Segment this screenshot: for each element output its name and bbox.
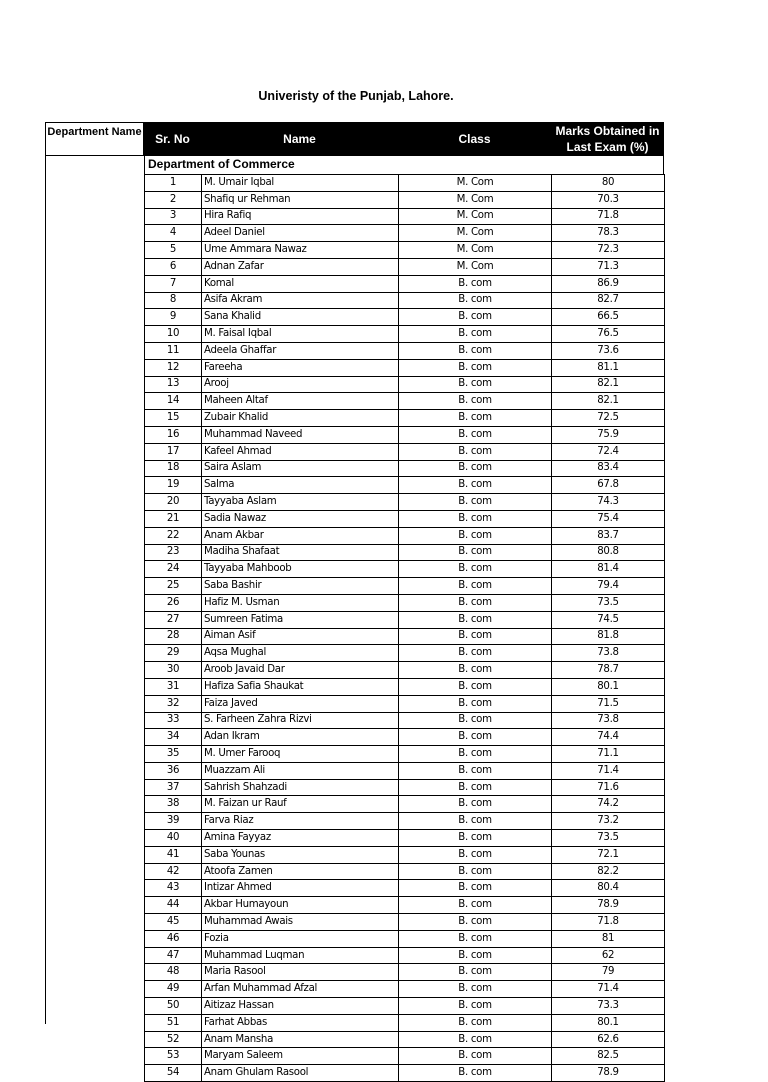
cell-name: Saira Aslam	[202, 460, 399, 477]
cell-name: Adnan Zafar	[202, 258, 399, 275]
cell-name: Saba Bashir	[202, 578, 399, 595]
cell-sr-no: 12	[145, 359, 202, 376]
cell-sr-no: 6	[145, 258, 202, 275]
table-row	[145, 779, 665, 796]
cell-marks: 78.9	[552, 1065, 665, 1082]
cell-marks: 80	[552, 175, 665, 192]
cell-sr-no: 48	[145, 964, 202, 981]
cell-marks: 80.1	[552, 678, 665, 695]
cell-class: B. com	[399, 544, 552, 561]
table-row	[145, 208, 665, 225]
cell-marks: 71.3	[552, 258, 665, 275]
cell-sr-no: 13	[145, 376, 202, 393]
cell-marks: 72.3	[552, 242, 665, 259]
table-row	[145, 628, 665, 645]
table-row	[145, 494, 665, 511]
header-name: Name	[283, 132, 316, 146]
cell-marks: 70.3	[552, 191, 665, 208]
cell-sr-no: 41	[145, 846, 202, 863]
cell-name: Farhat Abbas	[202, 1014, 399, 1031]
cell-marks: 71.4	[552, 981, 665, 998]
cell-name: Komal	[202, 275, 399, 292]
cell-sr-no: 25	[145, 578, 202, 595]
table-row	[145, 460, 665, 477]
cell-sr-no: 38	[145, 796, 202, 813]
table-row	[145, 225, 665, 242]
table-row	[145, 914, 665, 931]
cell-marks: 74.3	[552, 494, 665, 511]
cell-marks: 73.8	[552, 645, 665, 662]
cell-sr-no: 28	[145, 628, 202, 645]
cell-sr-no: 47	[145, 947, 202, 964]
cell-class: B. com	[399, 309, 552, 326]
cell-class: B. com	[399, 578, 552, 595]
cell-marks: 73.2	[552, 813, 665, 830]
cell-class: B. com	[399, 460, 552, 477]
cell-name: Faiza Javed	[202, 695, 399, 712]
cell-name: Aiman Asif	[202, 628, 399, 645]
cell-class: B. com	[399, 628, 552, 645]
cell-class: B. com	[399, 443, 552, 460]
cell-marks: 71.4	[552, 762, 665, 779]
cell-name: Asifa Akram	[202, 292, 399, 309]
cell-marks: 67.8	[552, 477, 665, 494]
cell-marks: 74.4	[552, 729, 665, 746]
cell-sr-no: 43	[145, 880, 202, 897]
cell-sr-no: 7	[145, 275, 202, 292]
cell-marks: 72.5	[552, 410, 665, 427]
table-row	[145, 309, 665, 326]
cell-name: Anam Akbar	[202, 527, 399, 544]
cell-name: Fareeha	[202, 359, 399, 376]
table-row	[145, 510, 665, 527]
cell-sr-no: 11	[145, 342, 202, 359]
cell-name: Madiha Shafaat	[202, 544, 399, 561]
cell-class: B. com	[399, 410, 552, 427]
cell-marks: 83.4	[552, 460, 665, 477]
cell-marks: 81.8	[552, 628, 665, 645]
cell-marks: 71.1	[552, 746, 665, 763]
cell-class: B. com	[399, 914, 552, 931]
cell-name: Akbar Humayoun	[202, 897, 399, 914]
cell-sr-no: 4	[145, 225, 202, 242]
cell-name: Intizar Ahmed	[202, 880, 399, 897]
cell-sr-no: 1	[145, 175, 202, 192]
cell-marks: 71.5	[552, 695, 665, 712]
cell-sr-no: 34	[145, 729, 202, 746]
cell-name: Anam Mansha	[202, 1031, 399, 1048]
cell-sr-no: 45	[145, 914, 202, 931]
cell-marks: 72.4	[552, 443, 665, 460]
cell-marks: 82.2	[552, 863, 665, 880]
cell-class: B. com	[399, 561, 552, 578]
table-row	[145, 746, 665, 763]
cell-sr-no: 36	[145, 762, 202, 779]
cell-name: Anam Ghulam Rasool	[202, 1065, 399, 1082]
cell-class: B. com	[399, 880, 552, 897]
cell-sr-no: 40	[145, 830, 202, 847]
table-row	[145, 443, 665, 460]
cell-name: Sumreen Fatima	[202, 611, 399, 628]
cell-sr-no: 8	[145, 292, 202, 309]
cell-class: B. com	[399, 746, 552, 763]
table-row	[145, 242, 665, 259]
table-row	[145, 326, 665, 343]
cell-sr-no: 33	[145, 712, 202, 729]
cell-marks: 82.1	[552, 376, 665, 393]
table-row	[145, 813, 665, 830]
cell-sr-no: 42	[145, 863, 202, 880]
table-row	[145, 947, 665, 964]
cell-marks: 72.1	[552, 846, 665, 863]
cell-name: Hafiz M. Usman	[202, 594, 399, 611]
cell-name: Arooj	[202, 376, 399, 393]
cell-name: Adan Ikram	[202, 729, 399, 746]
header-sr-no: Sr. No	[155, 132, 190, 146]
cell-sr-no: 53	[145, 1048, 202, 1065]
cell-sr-no: 21	[145, 510, 202, 527]
cell-sr-no: 20	[145, 494, 202, 511]
cell-class: B. com	[399, 510, 552, 527]
cell-marks: 82.7	[552, 292, 665, 309]
cell-marks: 86.9	[552, 275, 665, 292]
cell-sr-no: 54	[145, 1065, 202, 1082]
table-row	[145, 796, 665, 813]
cell-marks: 78.3	[552, 225, 665, 242]
cell-sr-no: 49	[145, 981, 202, 998]
cell-class: M. Com	[399, 225, 552, 242]
cell-name: Atoofa Zamen	[202, 863, 399, 880]
cell-name: M. Faisal Iqbal	[202, 326, 399, 343]
cell-sr-no: 27	[145, 611, 202, 628]
table-row	[145, 410, 665, 427]
cell-name: Maryam Saleem	[202, 1048, 399, 1065]
department-column-border	[45, 156, 46, 1024]
cell-name: Tayyaba Mahboob	[202, 561, 399, 578]
cell-name: Aqsa Mughal	[202, 645, 399, 662]
cell-class: B. com	[399, 1048, 552, 1065]
cell-marks: 71.8	[552, 208, 665, 225]
table-row	[145, 292, 665, 309]
cell-class: B. com	[399, 376, 552, 393]
cell-sr-no: 26	[145, 594, 202, 611]
cell-sr-no: 37	[145, 779, 202, 796]
cell-marks: 76.5	[552, 326, 665, 343]
cell-name: S. Farheen Zahra Rizvi	[202, 712, 399, 729]
cell-class: B. com	[399, 930, 552, 947]
table-row	[145, 359, 665, 376]
table-row	[145, 880, 665, 897]
cell-class: B. com	[399, 813, 552, 830]
table-row	[145, 964, 665, 981]
cell-sr-no: 16	[145, 426, 202, 443]
cell-sr-no: 32	[145, 695, 202, 712]
table-row	[145, 527, 665, 544]
table-row	[145, 1065, 665, 1082]
cell-class: B. com	[399, 981, 552, 998]
cell-name: Muazzam Ali	[202, 762, 399, 779]
cell-marks: 81.1	[552, 359, 665, 376]
cell-class: B. com	[399, 863, 552, 880]
table-row	[145, 393, 665, 410]
table-row	[145, 275, 665, 292]
cell-name: Maria Rasool	[202, 964, 399, 981]
table-row	[145, 258, 665, 275]
cell-name: M. Faizan ur Rauf	[202, 796, 399, 813]
table-row	[145, 695, 665, 712]
table-row	[145, 930, 665, 947]
cell-marks: 74.5	[552, 611, 665, 628]
section-title: Department of Commerce	[144, 156, 664, 174]
table-row	[145, 678, 665, 695]
cell-class: B. com	[399, 594, 552, 611]
cell-sr-no: 29	[145, 645, 202, 662]
cell-marks: 74.2	[552, 796, 665, 813]
cell-name: Kafeel Ahmad	[202, 443, 399, 460]
table-row	[145, 729, 665, 746]
cell-class: B. com	[399, 678, 552, 695]
cell-marks: 80.4	[552, 880, 665, 897]
cell-class: B. com	[399, 477, 552, 494]
table-row	[145, 578, 665, 595]
table-row	[145, 998, 665, 1015]
table-row	[145, 611, 665, 628]
table-row	[145, 1048, 665, 1065]
cell-class: B. com	[399, 326, 552, 343]
cell-name: Adeela Ghaffar	[202, 342, 399, 359]
cell-marks: 71.6	[552, 779, 665, 796]
cell-marks: 81.4	[552, 561, 665, 578]
cell-marks: 62	[552, 947, 665, 964]
cell-class: B. com	[399, 611, 552, 628]
cell-class: B. com	[399, 426, 552, 443]
cell-marks: 79.4	[552, 578, 665, 595]
cell-class: B. com	[399, 796, 552, 813]
cell-name: Arfan Muhammad Afzal	[202, 981, 399, 998]
cell-marks: 73.3	[552, 998, 665, 1015]
cell-marks: 75.9	[552, 426, 665, 443]
cell-class: B. com	[399, 342, 552, 359]
table-row	[145, 846, 665, 863]
cell-marks: 82.1	[552, 393, 665, 410]
table-row	[145, 594, 665, 611]
cell-sr-no: 19	[145, 477, 202, 494]
cell-name: Sana Khalid	[202, 309, 399, 326]
cell-class: B. com	[399, 393, 552, 410]
cell-marks: 73.5	[552, 594, 665, 611]
cell-name: Zubair Khalid	[202, 410, 399, 427]
cell-sr-no: 51	[145, 1014, 202, 1031]
cell-sr-no: 10	[145, 326, 202, 343]
cell-marks: 83.7	[552, 527, 665, 544]
table-header	[144, 122, 664, 156]
cell-class: M. Com	[399, 208, 552, 225]
cell-class: M. Com	[399, 175, 552, 192]
cell-marks: 66.5	[552, 309, 665, 326]
department-name-header: Department Name	[45, 122, 144, 156]
table-row	[145, 981, 665, 998]
cell-name: Maheen Altaf	[202, 393, 399, 410]
cell-name: Salma	[202, 477, 399, 494]
cell-class: B. com	[399, 275, 552, 292]
cell-name: Muhammad Luqman	[202, 947, 399, 964]
marks-table	[144, 174, 665, 1082]
table-row	[145, 426, 665, 443]
table-row	[145, 477, 665, 494]
cell-class: B. com	[399, 1031, 552, 1048]
table-row	[145, 544, 665, 561]
cell-sr-no: 17	[145, 443, 202, 460]
cell-sr-no: 2	[145, 191, 202, 208]
cell-sr-no: 23	[145, 544, 202, 561]
cell-class: M. Com	[399, 242, 552, 259]
cell-name: Fozia	[202, 930, 399, 947]
cell-name: Sahrish Shahzadi	[202, 779, 399, 796]
cell-name: Farva Riaz	[202, 813, 399, 830]
cell-class: B. com	[399, 527, 552, 544]
page-title: Univeristy of the Punjab, Lahore.	[258, 89, 454, 103]
header-class: Class	[458, 132, 491, 146]
cell-name: M. Umer Farooq	[202, 746, 399, 763]
cell-class: M. Com	[399, 258, 552, 275]
cell-name: Muhammad Naveed	[202, 426, 399, 443]
cell-name: Muhammad Awais	[202, 914, 399, 931]
cell-sr-no: 44	[145, 897, 202, 914]
cell-class: B. com	[399, 846, 552, 863]
cell-sr-no: 5	[145, 242, 202, 259]
cell-sr-no: 22	[145, 527, 202, 544]
cell-class: B. com	[399, 1065, 552, 1082]
table-row	[145, 376, 665, 393]
cell-class: B. com	[399, 662, 552, 679]
cell-marks: 71.8	[552, 914, 665, 931]
table-row	[145, 762, 665, 779]
cell-marks: 62.6	[552, 1031, 665, 1048]
cell-marks: 78.9	[552, 897, 665, 914]
cell-marks: 73.5	[552, 830, 665, 847]
cell-sr-no: 52	[145, 1031, 202, 1048]
cell-class: B. com	[399, 712, 552, 729]
cell-sr-no: 30	[145, 662, 202, 679]
cell-class: B. com	[399, 1014, 552, 1031]
cell-marks: 73.8	[552, 712, 665, 729]
cell-class: B. com	[399, 292, 552, 309]
table-row	[145, 342, 665, 359]
cell-name: Aroob Javaid Dar	[202, 662, 399, 679]
cell-class: B. com	[399, 359, 552, 376]
table-row	[145, 561, 665, 578]
cell-class: B. com	[399, 830, 552, 847]
table-body	[145, 175, 665, 1082]
cell-class: B. com	[399, 762, 552, 779]
cell-name: Tayyaba Aslam	[202, 494, 399, 511]
cell-class: B. com	[399, 998, 552, 1015]
cell-marks: 80.1	[552, 1014, 665, 1031]
cell-class: B. com	[399, 494, 552, 511]
cell-name: Sadia Nawaz	[202, 510, 399, 527]
cell-name: M. Umair Iqbal	[202, 175, 399, 192]
cell-class: M. Com	[399, 191, 552, 208]
cell-marks: 75.4	[552, 510, 665, 527]
header-marks: Marks Obtained in Last Exam (%)	[555, 124, 660, 154]
cell-sr-no: 3	[145, 208, 202, 225]
cell-marks: 82.5	[552, 1048, 665, 1065]
cell-sr-no: 31	[145, 678, 202, 695]
cell-class: B. com	[399, 695, 552, 712]
table-row	[145, 863, 665, 880]
cell-sr-no: 35	[145, 746, 202, 763]
cell-sr-no: 15	[145, 410, 202, 427]
table-row	[145, 712, 665, 729]
table-row	[145, 662, 665, 679]
cell-class: B. com	[399, 779, 552, 796]
cell-marks: 81	[552, 930, 665, 947]
cell-class: B. com	[399, 645, 552, 662]
cell-name: Ume Ammara Nawaz	[202, 242, 399, 259]
table-row	[145, 645, 665, 662]
cell-sr-no: 14	[145, 393, 202, 410]
cell-name: Amina Fayyaz	[202, 830, 399, 847]
cell-marks: 78.7	[552, 662, 665, 679]
table-row	[145, 191, 665, 208]
table-row	[145, 175, 665, 192]
cell-sr-no: 50	[145, 998, 202, 1015]
table-row	[145, 1014, 665, 1031]
cell-marks: 79	[552, 964, 665, 981]
cell-name: Shafiq ur Rehman	[202, 191, 399, 208]
cell-class: B. com	[399, 947, 552, 964]
cell-class: B. com	[399, 897, 552, 914]
cell-name: Hira Rafiq	[202, 208, 399, 225]
cell-name: Saba Younas	[202, 846, 399, 863]
cell-name: Adeel Daniel	[202, 225, 399, 242]
table-row	[145, 1031, 665, 1048]
table-row	[145, 830, 665, 847]
cell-marks: 80.8	[552, 544, 665, 561]
cell-name: Hafiza Safia Shaukat	[202, 678, 399, 695]
cell-sr-no: 24	[145, 561, 202, 578]
cell-marks: 73.6	[552, 342, 665, 359]
cell-class: B. com	[399, 964, 552, 981]
cell-sr-no: 18	[145, 460, 202, 477]
cell-sr-no: 46	[145, 930, 202, 947]
cell-name: Aitizaz Hassan	[202, 998, 399, 1015]
cell-class: B. com	[399, 729, 552, 746]
cell-sr-no: 39	[145, 813, 202, 830]
table-row	[145, 897, 665, 914]
cell-sr-no: 9	[145, 309, 202, 326]
